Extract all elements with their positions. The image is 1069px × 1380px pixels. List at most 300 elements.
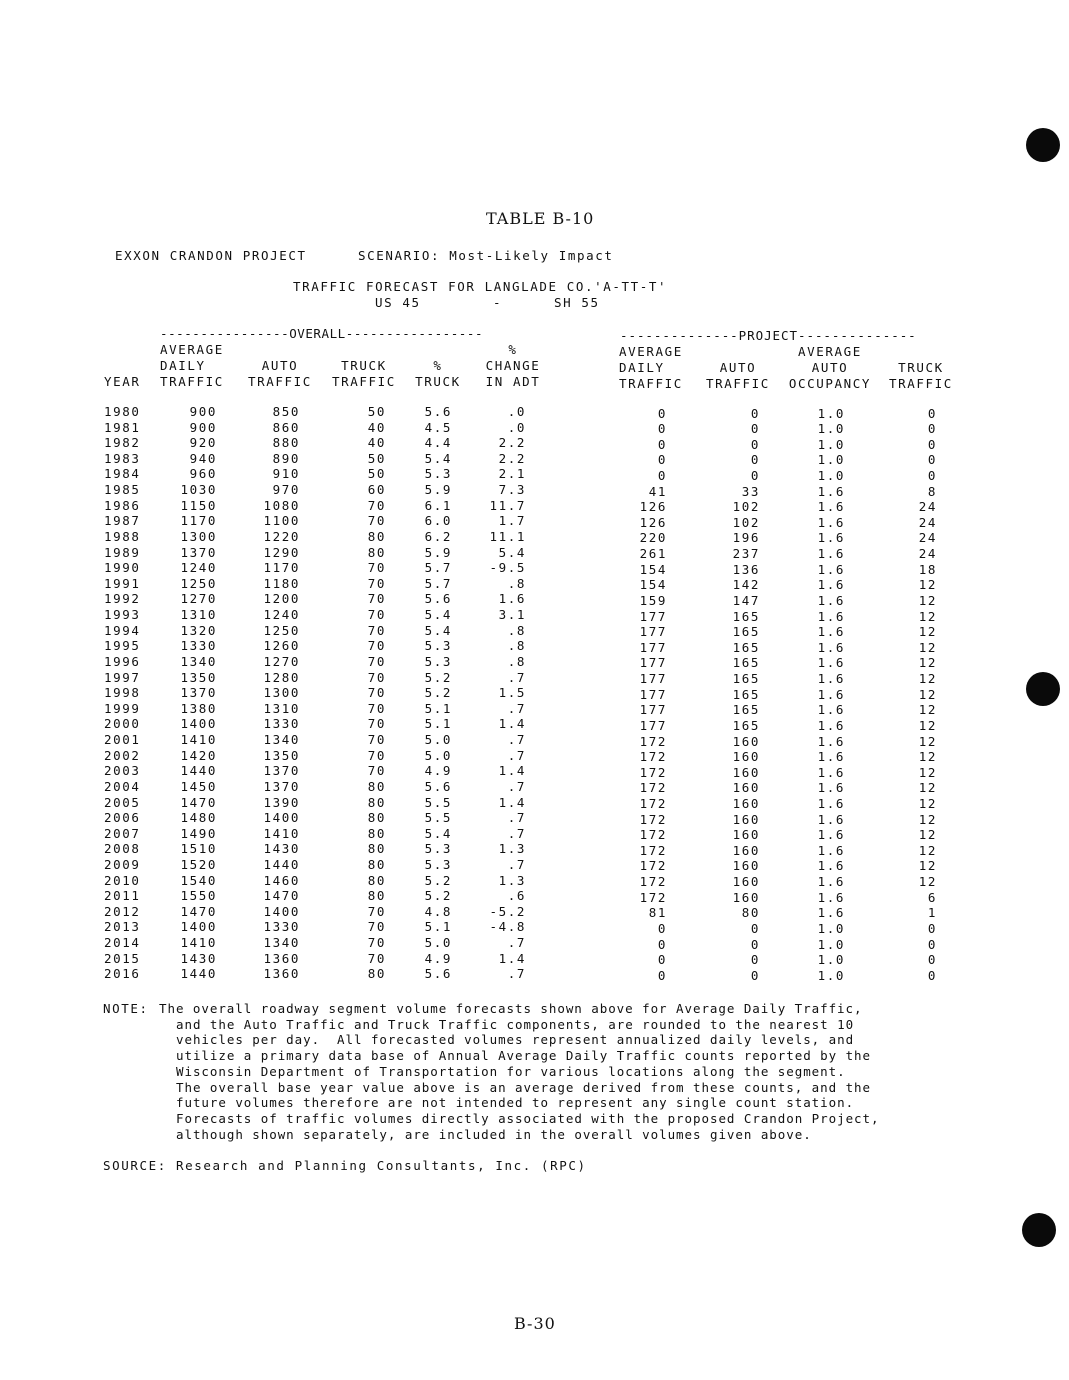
cell-p-adt: 177	[639, 671, 667, 687]
cell-p-auto: 160	[732, 780, 760, 796]
cell-p-auto: 160	[732, 842, 760, 858]
cell-pct-truck: 5.5	[424, 794, 452, 810]
cell-year: 2012	[104, 903, 141, 919]
cell-p-truck: 0	[927, 452, 937, 468]
cell-p-auto: 165	[732, 624, 760, 640]
binder-hole-bottom	[1022, 1213, 1056, 1247]
cell-p-occ: 1.6	[817, 749, 845, 765]
cell-p-adt: 177	[639, 624, 667, 640]
column-header-auto-line3: TRAFFIC	[248, 374, 312, 389]
cell-p-truck: 12	[918, 874, 937, 890]
table-row	[0, 576, 1069, 592]
cell-p-auto: 165	[732, 671, 760, 687]
table-row	[0, 451, 1069, 467]
cell-auto: 1370	[263, 763, 300, 779]
column-header-p-occ-line2: AUTO	[811, 360, 849, 375]
cell-pct-truck: 5.2	[424, 872, 452, 888]
table-row	[0, 560, 1069, 576]
cell-p-adt: 177	[639, 686, 667, 702]
cell-auto: 970	[272, 482, 300, 498]
cell-year: 1992	[104, 591, 141, 607]
cell-p-adt: 126	[639, 499, 667, 515]
cell-truck: 80	[367, 544, 386, 560]
cell-pct-truck: 5.9	[424, 482, 452, 498]
cell-auto: 1360	[263, 950, 300, 966]
cell-auto: 1340	[263, 935, 300, 951]
cell-p-occ: 1.0	[817, 467, 845, 483]
cell-chg: 1.6	[498, 591, 526, 607]
cell-p-auto: 80	[741, 905, 760, 921]
cell-p-auto: 165	[732, 655, 760, 671]
cell-auto: 1240	[263, 607, 300, 623]
segment-from: US 45	[375, 295, 421, 310]
cell-p-occ: 1.6	[817, 624, 845, 640]
column-header-adt-line3: TRAFFIC	[160, 374, 224, 389]
cell-p-truck: 12	[918, 592, 937, 608]
table-title: TABLE B-10	[486, 209, 595, 228]
cell-p-auto: 165	[732, 639, 760, 655]
cell-p-adt: 172	[639, 889, 667, 905]
note-line: The overall roadway segment volume forecasts shown above for Average Daily Traffic,	[159, 1001, 863, 1016]
cell-adt: 1240	[180, 560, 217, 576]
cell-p-auto: 160	[732, 733, 760, 749]
source-label: SOURCE:	[103, 1158, 167, 1173]
page-number: B-30	[514, 1314, 556, 1333]
cell-pct-truck: 5.4	[424, 622, 452, 638]
cell-p-occ: 1.6	[817, 577, 845, 593]
cell-p-auto: 0	[750, 920, 760, 936]
cell-p-adt: 177	[639, 608, 667, 624]
cell-p-occ: 1.0	[817, 936, 845, 952]
table-row	[0, 810, 1069, 826]
cell-p-auto: 142	[732, 577, 760, 593]
cell-adt: 900	[189, 419, 217, 435]
table-row	[0, 685, 1069, 701]
cell-pct-truck: 5.1	[424, 919, 452, 935]
cell-p-occ: 1.6	[817, 764, 845, 780]
table-row	[0, 701, 1069, 717]
cell-chg: .8	[507, 638, 526, 654]
column-header-p-truck-line2: TRUCK	[898, 360, 944, 375]
cell-truck: 70	[367, 669, 386, 685]
cell-p-occ: 1.0	[817, 452, 845, 468]
cell-pct-truck: 5.4	[424, 825, 452, 841]
cell-pct-truck: 5.6	[424, 778, 452, 794]
cell-year: 1990	[104, 560, 141, 576]
cell-pct-truck: 6.0	[424, 513, 452, 529]
cell-pct-truck: 5.5	[424, 810, 452, 826]
cell-p-auto: 160	[732, 796, 760, 811]
cell-auto: 1330	[263, 919, 300, 935]
cell-year: 1988	[104, 528, 141, 544]
note-line: utilize a primary data base of Annual Average Daily Traffic counts reported by the	[176, 1048, 872, 1064]
cell-year: 1989	[104, 544, 141, 560]
column-header-chg-line3: IN ADT	[485, 374, 541, 389]
cell-p-adt: 172	[639, 764, 667, 780]
cell-p-occ: 1.6	[817, 639, 845, 655]
cell-p-adt: 172	[639, 749, 667, 765]
cell-adt: 1420	[180, 747, 217, 763]
table-row	[0, 420, 1069, 436]
cell-chg: 2.2	[498, 450, 526, 466]
cell-p-adt: 159	[639, 592, 667, 608]
cell-p-auto: 196	[732, 530, 760, 546]
column-header-adt-line2: DAILY	[160, 358, 206, 373]
table-row	[0, 607, 1069, 623]
cell-adt: 1540	[180, 872, 217, 888]
cell-auto: 1430	[263, 841, 300, 857]
cell-p-adt: 0	[657, 436, 667, 452]
cell-auto: 1460	[263, 872, 300, 888]
cell-truck: 70	[367, 919, 386, 935]
cell-chg: 1.4	[498, 716, 526, 732]
cell-p-auto: 147	[732, 592, 760, 608]
table-row	[0, 435, 1069, 451]
cell-p-auto: 237	[732, 546, 760, 562]
column-header-truck-line3: TRAFFIC	[332, 374, 396, 389]
cell-p-adt: 177	[639, 639, 667, 655]
cell-p-truck: 24	[918, 499, 937, 515]
cell-p-truck: 12	[918, 858, 937, 874]
cell-p-occ: 1.0	[817, 421, 845, 437]
cell-chg: .7	[507, 856, 526, 872]
cell-p-auto: 160	[732, 889, 760, 905]
cell-chg: .8	[507, 622, 526, 638]
table-row	[0, 654, 1069, 670]
cell-adt: 1410	[180, 935, 217, 951]
cell-auto: 1100	[263, 513, 300, 529]
cell-adt: 1340	[180, 653, 217, 669]
cell-p-adt: 154	[639, 561, 667, 577]
cell-pct-truck: 6.2	[424, 528, 452, 544]
cell-pct-truck: 5.9	[424, 544, 452, 560]
cell-p-adt: 172	[639, 811, 667, 827]
cell-pct-truck: 5.6	[424, 591, 452, 607]
cell-pct-truck: 6.1	[424, 497, 452, 513]
cell-truck: 80	[367, 856, 386, 872]
cell-year: 2011	[104, 888, 141, 904]
cell-p-occ: 1.6	[817, 811, 845, 827]
column-header-p-adt-line2: DAILY	[619, 360, 665, 375]
cell-year: 1995	[104, 638, 141, 654]
cell-p-occ: 1.6	[817, 483, 845, 499]
cell-p-occ: 1.0	[817, 967, 845, 983]
cell-chg: .7	[507, 732, 526, 748]
cell-p-truck: 12	[918, 827, 937, 843]
cell-p-occ: 1.6	[817, 842, 845, 858]
cell-p-truck: 12	[918, 733, 937, 749]
cell-p-adt: 220	[639, 530, 667, 546]
cell-p-adt: 0	[657, 467, 667, 483]
cell-p-adt: 172	[639, 827, 667, 843]
cell-p-auto: 0	[750, 421, 760, 437]
cell-chg: 1.3	[498, 872, 526, 888]
cell-auto: 1400	[263, 810, 300, 826]
cell-chg: 1.7	[498, 513, 526, 529]
cell-chg: 11.7	[489, 497, 526, 513]
cell-year: 2005	[104, 794, 141, 810]
cell-p-truck: 0	[927, 436, 937, 452]
cell-chg: 11.1	[489, 528, 526, 544]
cell-truck: 50	[367, 404, 386, 419]
cell-p-occ: 1.6	[817, 671, 845, 687]
cell-p-occ: 1.0	[817, 405, 845, 421]
cell-pct-truck: 5.0	[424, 747, 452, 763]
cell-truck: 70	[367, 575, 386, 591]
cell-year: 1999	[104, 700, 141, 716]
cell-p-adt: 177	[639, 702, 667, 718]
cell-year: 2013	[104, 919, 141, 935]
cell-pct-truck: 5.3	[424, 653, 452, 669]
cell-pct-truck: 5.3	[424, 841, 452, 857]
table-row	[0, 591, 1069, 607]
cell-adt: 1400	[180, 716, 217, 732]
cell-truck: 70	[367, 716, 386, 732]
cell-p-auto: 165	[732, 702, 760, 718]
cell-truck: 70	[367, 732, 386, 748]
table-row	[0, 404, 1069, 420]
cell-pct-truck: 5.4	[424, 607, 452, 623]
cell-auto: 1390	[263, 794, 300, 810]
cell-p-truck: 0	[927, 421, 937, 437]
cell-p-occ: 1.6	[817, 608, 845, 624]
overall-group-header: ----------------OVERALL-----------------	[160, 326, 484, 341]
cell-p-occ: 1.6	[817, 874, 845, 890]
cell-truck: 70	[367, 513, 386, 529]
cell-pct-truck: 5.6	[424, 404, 452, 419]
cell-pct-truck: 5.3	[424, 638, 452, 654]
cell-p-occ: 1.0	[817, 952, 845, 968]
cell-adt: 1320	[180, 622, 217, 638]
cell-p-auto: 160	[732, 811, 760, 827]
column-header-p-truck-line3: TRAFFIC	[889, 376, 953, 391]
table-row	[0, 966, 1069, 982]
cell-pct-truck: 5.2	[424, 669, 452, 685]
table-row	[0, 498, 1069, 514]
cell-p-truck: 0	[927, 952, 937, 968]
cell-adt: 900	[189, 404, 217, 419]
table-row	[0, 795, 1069, 811]
cell-pct-truck: 5.7	[424, 560, 452, 576]
cell-truck: 40	[367, 419, 386, 435]
cell-chg: 1.5	[498, 685, 526, 701]
cell-auto: 1280	[263, 669, 300, 685]
column-header-p-occ-line3: OCCUPANCY	[788, 376, 872, 391]
cell-p-adt: 0	[657, 967, 667, 983]
cell-auto: 890	[272, 450, 300, 466]
cell-p-occ: 1.6	[817, 905, 845, 921]
column-header-truck-line2: TRUCK	[341, 358, 387, 373]
cell-pct-truck: 5.3	[424, 856, 452, 872]
cell-p-adt: 0	[657, 405, 667, 421]
cell-auto: 850	[272, 404, 300, 419]
cell-p-adt: 0	[657, 421, 667, 437]
column-header-pct-truck-line3: TRUCK	[415, 374, 461, 389]
cell-year: 2008	[104, 841, 141, 857]
cell-p-occ: 1.6	[817, 655, 845, 671]
cell-p-truck: 0	[927, 920, 937, 936]
cell-adt: 1410	[180, 732, 217, 748]
column-header-p-adt-line1: AVERAGE	[619, 344, 683, 359]
cell-p-truck: 24	[918, 530, 937, 546]
cell-p-truck: 12	[918, 655, 937, 671]
column-header-p-occ-line1: AVERAGE	[798, 344, 862, 359]
cell-truck: 70	[367, 903, 386, 919]
cell-truck: 80	[367, 872, 386, 888]
cell-p-occ: 1.6	[817, 561, 845, 577]
cell-p-adt: 261	[639, 546, 667, 562]
cell-adt: 1370	[180, 685, 217, 701]
cell-adt: 1510	[180, 841, 217, 857]
cell-year: 2001	[104, 732, 141, 748]
cell-year: 2002	[104, 747, 141, 763]
table-row	[0, 857, 1069, 873]
cell-truck: 70	[367, 935, 386, 951]
cell-auto: 880	[272, 435, 300, 451]
cell-chg: .8	[507, 653, 526, 669]
cell-year: 2015	[104, 950, 141, 966]
cell-p-auto: 165	[732, 608, 760, 624]
cell-adt: 940	[189, 450, 217, 466]
cell-p-occ: 1.6	[817, 889, 845, 905]
cell-p-truck: 6	[927, 889, 937, 905]
cell-adt: 1440	[180, 763, 217, 779]
table-row	[0, 888, 1069, 904]
cell-p-truck: 8	[927, 483, 937, 499]
cell-year: 1982	[104, 435, 141, 451]
column-header-pct-truck-line2: %	[433, 358, 443, 373]
cell-pct-truck: 4.8	[424, 903, 452, 919]
cell-p-occ: 1.6	[817, 514, 845, 530]
cell-p-truck: 0	[927, 467, 937, 483]
cell-adt: 1030	[180, 482, 217, 498]
cell-p-occ: 1.6	[817, 686, 845, 702]
cell-truck: 50	[367, 466, 386, 482]
note-line: although shown separately, are included in the overall volumes given above.	[176, 1126, 812, 1142]
cell-chg: 2.1	[498, 466, 526, 482]
cell-p-truck: 12	[918, 842, 937, 858]
cell-truck: 60	[367, 482, 386, 498]
cell-p-adt: 0	[657, 936, 667, 952]
cell-p-occ: 1.6	[817, 780, 845, 796]
cell-p-adt: 0	[657, 452, 667, 468]
cell-adt: 960	[189, 466, 217, 482]
cell-p-truck: 0	[927, 405, 937, 421]
note-line: The overall base year value above is an average derived from these counts, and the	[176, 1079, 872, 1095]
table-row	[0, 482, 1069, 498]
segment-dash: -	[493, 295, 503, 310]
cell-p-truck: 1	[927, 905, 937, 921]
column-header-year-line3: YEAR	[104, 374, 141, 389]
column-header-chg-line2: CHANGE	[485, 358, 541, 373]
cell-chg: .7	[507, 810, 526, 826]
cell-p-auto: 160	[732, 749, 760, 765]
cell-p-adt: 81	[648, 905, 667, 921]
cell-year: 1985	[104, 482, 141, 498]
cell-chg: -5.2	[489, 903, 526, 919]
cell-truck: 70	[367, 497, 386, 513]
table-row	[0, 670, 1069, 686]
cell-truck: 80	[367, 966, 386, 982]
cell-p-truck: 12	[918, 764, 937, 780]
cell-pct-truck: 5.2	[424, 888, 452, 904]
cell-adt: 1380	[180, 700, 217, 716]
cell-chg: .0	[507, 419, 526, 435]
cell-auto: 1200	[263, 591, 300, 607]
cell-chg: 3.1	[498, 607, 526, 623]
cell-p-auto: 160	[732, 827, 760, 843]
note-line: and the Auto Traffic and Truck Traffic components, are rounded to the nearest 10	[176, 1016, 855, 1032]
cell-p-auto: 0	[750, 436, 760, 452]
cell-p-occ: 1.6	[817, 717, 845, 733]
cell-pct-truck: 5.4	[424, 450, 452, 466]
cell-truck: 70	[367, 950, 386, 966]
cell-p-occ: 1.6	[817, 546, 845, 562]
table-row	[0, 513, 1069, 529]
cell-auto: 1330	[263, 716, 300, 732]
cell-truck: 70	[367, 685, 386, 701]
cell-truck: 70	[367, 763, 386, 779]
table-row	[0, 545, 1069, 561]
cell-p-truck: 24	[918, 546, 937, 562]
cell-p-occ: 1.6	[817, 499, 845, 515]
cell-p-adt: 172	[639, 733, 667, 749]
table-row	[0, 826, 1069, 842]
cell-truck: 70	[367, 700, 386, 716]
cell-chg: .7	[507, 935, 526, 951]
cell-year: 2006	[104, 810, 141, 826]
cell-adt: 1270	[180, 591, 217, 607]
cell-p-occ: 1.6	[817, 592, 845, 608]
cell-auto: 1080	[263, 497, 300, 513]
cell-truck: 80	[367, 528, 386, 544]
table-row	[0, 951, 1069, 967]
cell-pct-truck: 5.1	[424, 700, 452, 716]
table-row	[0, 841, 1069, 857]
cell-p-auto: 0	[750, 452, 760, 468]
cell-adt: 1450	[180, 778, 217, 794]
cell-auto: 860	[272, 419, 300, 435]
table-row	[0, 732, 1069, 748]
cell-adt: 1470	[180, 794, 217, 810]
cell-auto: 1350	[263, 747, 300, 763]
table-row	[0, 904, 1069, 920]
cell-pct-truck: 4.9	[424, 950, 452, 966]
table-row	[0, 623, 1069, 639]
cell-chg: .7	[507, 825, 526, 841]
cell-adt: 1150	[180, 497, 217, 513]
cell-pct-truck: 4.4	[424, 435, 452, 451]
table-row	[0, 638, 1069, 654]
cell-auto: 1170	[263, 560, 300, 576]
cell-pct-truck: 5.0	[424, 732, 452, 748]
cell-p-auto: 102	[732, 499, 760, 515]
cell-p-truck: 12	[918, 749, 937, 765]
cell-chg: .7	[507, 669, 526, 685]
cell-p-truck: 12	[918, 608, 937, 624]
table-row	[0, 779, 1069, 795]
cell-pct-truck: 5.3	[424, 466, 452, 482]
cell-p-occ: 1.6	[817, 702, 845, 718]
cell-p-adt: 126	[639, 514, 667, 530]
cell-p-truck: 12	[918, 796, 937, 811]
cell-p-auto: 0	[750, 967, 760, 983]
cell-p-occ: 1.6	[817, 530, 845, 546]
project-group-header: --------------PROJECT--------------	[620, 328, 917, 343]
cell-truck: 70	[367, 622, 386, 638]
cell-truck: 70	[367, 747, 386, 763]
cell-pct-truck: 5.2	[424, 685, 452, 701]
